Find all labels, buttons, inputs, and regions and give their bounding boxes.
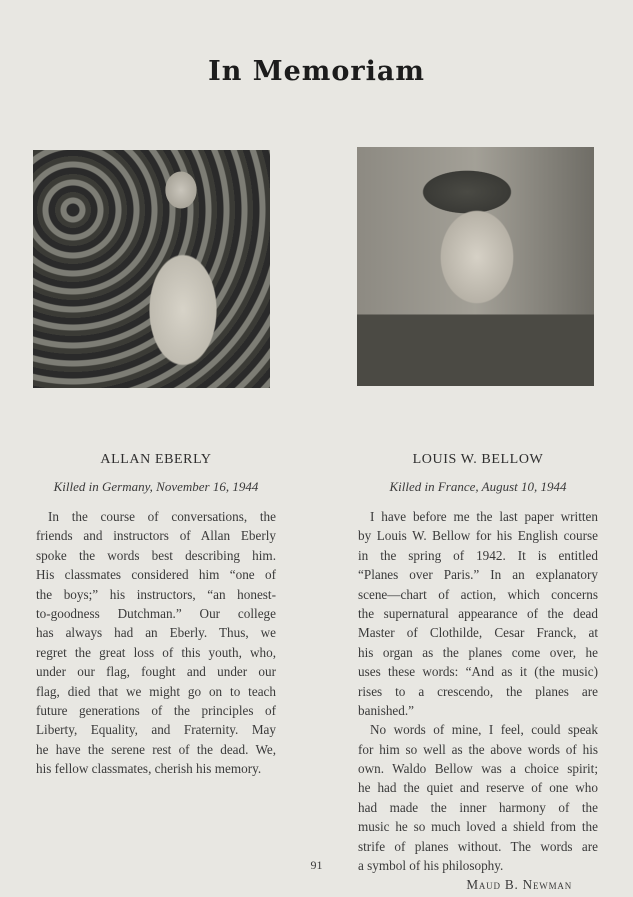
text-line: music he so much loved a shield from the (358, 819, 598, 835)
text-line: strife of planes without. The words are (358, 838, 598, 854)
text-line: rises to a crescendo, the planes are (358, 683, 598, 699)
photo-allan-eberly (33, 150, 270, 388)
text-line: a symbol of his philosophy. (358, 858, 504, 874)
memorial-death-note: Killed in France, August 10, 1944 (389, 479, 567, 494)
page-number: 91 (310, 858, 323, 872)
text-line: the supernatural appearance of the dead (358, 605, 598, 621)
text-line: by Louis W. Bellow for his English course (358, 528, 598, 544)
text-line: His classmates considered him “one of (36, 567, 276, 583)
page-title: In Memoriam (208, 56, 425, 87)
memorial-name: ALLAN EBERLY (100, 452, 212, 467)
text-line: has always had an Eberly. Thus, we (36, 625, 276, 641)
text-line: Liberty, Equality, and Fraternity. May (36, 722, 276, 738)
text-line: In the course of conversations, the (48, 509, 276, 524)
text-line: under our flag, fought and under our (36, 664, 276, 680)
text-line: future generations of the principles of (36, 702, 276, 718)
text-line: “Planes over Paris.” In an explanatory (358, 567, 598, 583)
memorial-death-note: Killed in Germany, November 16, 1944 (53, 479, 259, 494)
text-line: the boys;” his instructors, “an honest- (36, 586, 276, 602)
text-line: scene—chart of action, which concerns (358, 586, 598, 602)
text-line: banished.” (358, 702, 415, 718)
text-line: had made the inner harmony of the (358, 799, 598, 815)
memorial-text (358, 507, 598, 875)
text-line: to-goodness Dutchman.” Our college (36, 605, 276, 621)
text-line: own. Waldo Bellow was a choice spirit; (358, 761, 598, 777)
text-line: No words of mine, I feel, could speak (370, 722, 598, 738)
text-line: I have before me the last paper written (370, 509, 598, 524)
memorial-text (36, 507, 276, 778)
text-line: he have the serene rest of the dead. We, (36, 741, 276, 757)
text-line: friends and instructors of Allan Eberly (36, 528, 276, 544)
text-line: spoke the words best describing him. (36, 547, 276, 563)
text-line: his organ as the planes come over, he (358, 644, 598, 660)
memorial-eberly (36, 452, 276, 778)
text-line: for him so well as the above words of his (358, 741, 598, 757)
text-line: uses these words: “And as it (the music) (358, 664, 598, 680)
text-line: regret the great loss of this youth, who, (36, 644, 276, 660)
text-line: Master of Clothilde, Cesar Franck, at (358, 625, 598, 641)
photo-louis-bellow (357, 147, 594, 386)
signature: Maud B. Newman (466, 877, 572, 893)
memorial-name: LOUIS W. BELLOW (412, 452, 544, 467)
text-line: flag, died that we might go on to teach (36, 683, 276, 699)
text-line: his fellow classmates, cherish his memory. (36, 761, 262, 777)
text-line: in the spring of 1942. It is entitled (358, 547, 598, 563)
text-line: he had the quiet and reserve of one who (358, 780, 598, 796)
memorial-bellow (358, 452, 598, 894)
